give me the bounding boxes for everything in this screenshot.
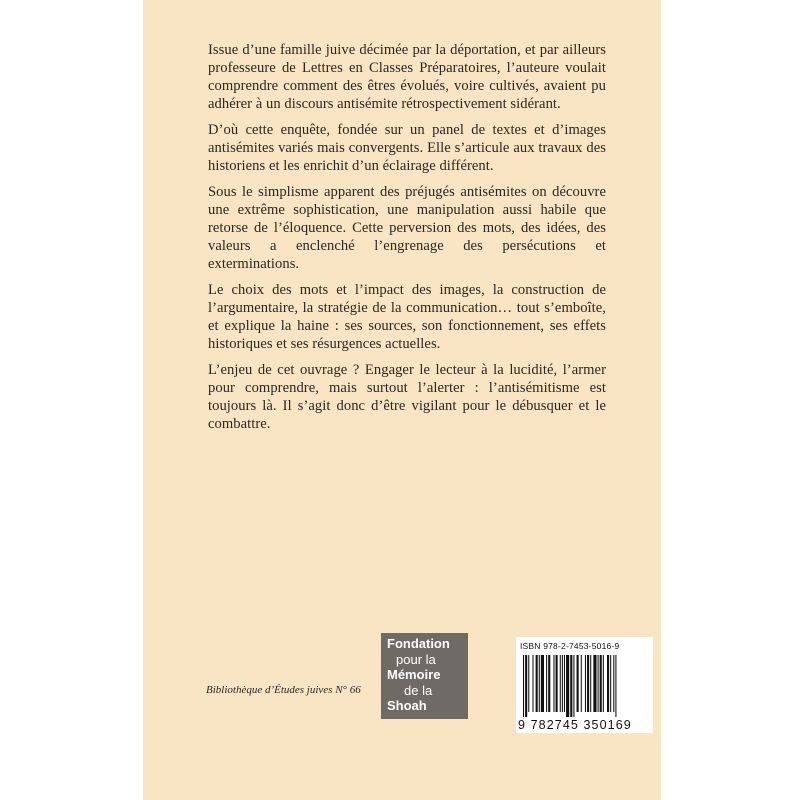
barcode-bar: [560, 655, 561, 712]
blurb-paragraph-1: Issue d’une famille juive décimée par la déportation, et par ailleurs professeure de Lettres en Classes Préparatoires, l’auteure voulait comprendre comment des êtres évolués, voire cultivés, avaient pu adhérer à un discours antisémite rétrospectivement sidérant.: [208, 42, 606, 112]
barcode-bar: [607, 655, 609, 712]
barcode-bar: [613, 655, 614, 712]
barcode-bar: [536, 655, 538, 712]
logo-line-fondation: Fondation: [387, 636, 450, 651]
barcode-bar: [570, 655, 572, 717]
barcode-bar: [525, 655, 527, 717]
barcode-bar: [532, 655, 533, 712]
publisher-logo: [381, 633, 468, 719]
barcode-bar: [577, 655, 579, 712]
barcode-bar: [556, 655, 558, 712]
series-label: Bibliothèque d’Études juives N° 66: [206, 684, 361, 696]
logo-line-shoah: Shoah: [387, 698, 427, 713]
logo-line-pour-la: pour la: [396, 651, 436, 667]
barcode-bar: [523, 655, 524, 717]
barcode-graphic: [523, 655, 647, 717]
logo-line-de-la: de la: [404, 682, 433, 698]
barcode-bar: [548, 655, 550, 712]
barcode-bar: [553, 655, 554, 712]
barcode-digits: 9 782745 350169: [518, 718, 632, 732]
barcode-bar: [615, 655, 616, 717]
barcode-bar: [590, 655, 591, 712]
barcode-bar: [587, 655, 589, 712]
barcode-bar: [566, 655, 569, 717]
barcode-bar: [600, 655, 602, 712]
barcode-bar: [564, 655, 565, 712]
back-cover-blurb: [208, 41, 606, 441]
barcode-bar: [539, 655, 540, 712]
barcode-bar: [562, 655, 563, 712]
barcode-bar: [598, 655, 599, 712]
blurb-paragraph-2: D’où cette enquête, fondée sur un panel de textes et d’images antisémites variés mais convergents. Elle s’articule aux travaux des historiens et les enrichit d’un éclairage différent.: [208, 122, 606, 174]
blurb-paragraph-4: Le choix des mots et l’impact des images, la construction de l’argumentaire, la stratégie de la communication… tout s’emboîte, et explique la haine : ses sources, son fonctionnement, ses effets historiques et ses résurgences actuelles.: [208, 282, 606, 352]
isbn-label: ISBN 978-2-7453-5016-9: [520, 641, 620, 651]
barcode-bar: [528, 655, 529, 712]
barcode-bar: [546, 655, 547, 712]
barcode-bar: [581, 655, 582, 712]
blurb-paragraph-5: L’enjeu de cet ouvrage ? Engager le lecteur à la lucidité, l’armer pour comprendre, mais surtout l’alerter : l’antisémitisme est toujours là. Il s’agit donc d’être vigilant pour le débusquer et le combattre.: [208, 362, 606, 432]
barcode-bar: [573, 655, 574, 717]
barcode-bar: [593, 655, 596, 712]
barcode-bar: [610, 655, 611, 712]
barcode-bar: [541, 655, 544, 712]
barcode-bar: [585, 655, 586, 712]
logo-line-memoire: Mémoire: [387, 667, 441, 682]
barcode-bar: [603, 655, 604, 712]
blurb-paragraph-3: Sous le simplisme apparent des préjugés antisémites on découvre une extrême sophistication, une manipulation aussi habile que retorse de l’éloquence. Cette perversion des mots, des idées, des valeurs a enclenché l’engrenage des persécutions et exterminations.: [208, 184, 606, 272]
